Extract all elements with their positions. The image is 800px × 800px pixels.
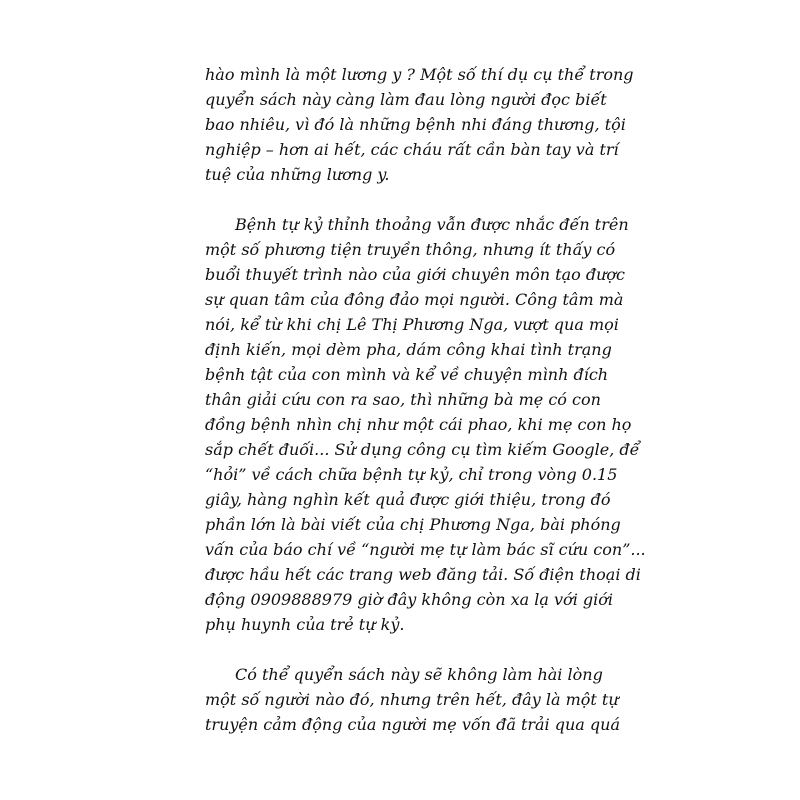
text-line: nghiệp – hơn ai hết, các cháu rất cần bàn tay và trí bbox=[205, 140, 619, 159]
text-line: truyện cảm động của người mẹ vốn đã trải qua quá bbox=[205, 715, 621, 734]
text-line: sự quan tâm của đông đảo mọi người. Công tâm mà bbox=[205, 290, 624, 309]
text-line: bệnh tật của con mình và kể về chuyện mình đích bbox=[205, 365, 609, 384]
text-line: sắp chết đuối... Sử dụng công cụ tìm kiếm Google, để bbox=[205, 440, 640, 459]
text-line: động 0909888979 giờ đây không còn xa lạ với giới bbox=[205, 590, 613, 609]
text-line: nói, kể từ khi chị Lê Thị Phương Nga, vượt qua mọi bbox=[205, 315, 619, 334]
text-line: định kiến, mọi dèm pha, dám công khai tình trạng bbox=[205, 340, 612, 359]
paragraph-2 bbox=[205, 212, 646, 637]
text-line: một số người nào đó, nhưng trên hết, đây là một tự bbox=[205, 690, 619, 709]
text-line: thân giải cứu con ra sao, thì những bà mẹ có con bbox=[205, 390, 601, 409]
paragraph-1 bbox=[205, 62, 634, 187]
text-line: một số phương tiện truyền thông, nhưng ít thấy có bbox=[205, 240, 616, 259]
text-line: tuệ của những lương y. bbox=[205, 165, 390, 184]
paragraph-3 bbox=[205, 662, 621, 737]
text-line: Bệnh tự kỷ thỉnh thoảng vẫn được nhắc đến trên bbox=[235, 215, 629, 234]
text-line: quyển sách này càng làm đau lòng người đọc biết bbox=[205, 90, 607, 109]
text-line: giây, hàng nghìn kết quả được giới thiệu, trong đó bbox=[205, 490, 611, 509]
text-line: bao nhiêu, vì đó là những bệnh nhi đáng thương, tội bbox=[205, 115, 626, 134]
text-line: phần lớn là bài viết của chị Phương Nga, bài phóng bbox=[205, 515, 621, 534]
page-body-text bbox=[205, 62, 646, 737]
text-line: Có thể quyển sách này sẽ không làm hài lòng bbox=[235, 665, 603, 684]
text-line: được hầu hết các trang web đăng tải. Số điện thoại di bbox=[205, 565, 641, 584]
text-line: “hỏi” về cách chữa bệnh tự kỷ, chỉ trong vòng 0.15 bbox=[205, 465, 618, 484]
text-line: đồng bệnh nhìn chị như một cái phao, khi mẹ con họ bbox=[205, 415, 632, 434]
text-line: vấn của báo chí về “người mẹ tự làm bác sĩ cứu con”... bbox=[205, 540, 646, 559]
text-line: buổi thuyết trình nào của giới chuyên môn tạo được bbox=[205, 265, 626, 284]
text-line: phụ huynh của trẻ tự kỷ. bbox=[205, 615, 405, 634]
text-line: hào mình là một lương y ? Một số thí dụ cụ thể trong bbox=[205, 65, 634, 84]
